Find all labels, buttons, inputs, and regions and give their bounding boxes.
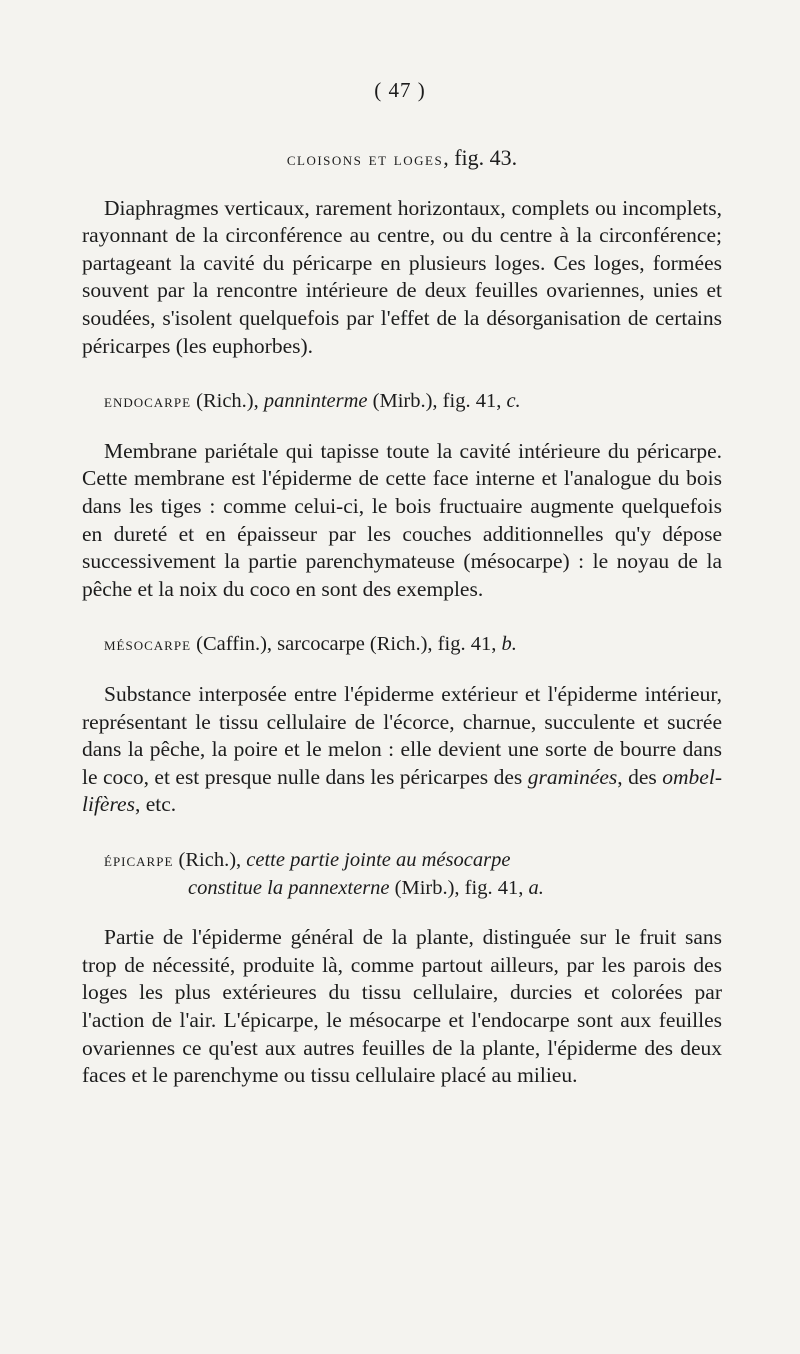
paragraph-epicarpe: Partie de l'épiderme général de la plante, distinguée sur le fruit sans trop de nécessité, produite là, comme partout ailleurs, par les parois des loges les plus extérieures du tissu cellulaire, durcies et colorées par l'action de l'air. L'épicarpe, le mésocarpe et l'endocarpe sont aux feuilles ovariennes ce qu'est aux autres feuilles de la plante, l'épiderme des deux faces et le parenchyme ou tissu cellulaire placé au milieu. — [82, 925, 722, 1088]
entry-letter: b. — [501, 633, 517, 656]
paragraph-text: , des — [617, 764, 663, 789]
paragraph-italic-ombelliferes: ombellifères — [82, 764, 722, 817]
entry-term: épicarpe — [104, 849, 174, 870]
entry-letter: a. — [528, 876, 544, 899]
entry-note-continued: constitue la pannexterne — [188, 876, 390, 899]
paragraph-cloisons: Diaphragmes verticaux, rarement horizontaux, complets ou incomplets, rayonnant de la circonférence au centre, ou du centre à la circonférence; partageant la cavité du péricarpe en plusieurs loges. Ces loges, formées souvent par la rencontre intérieure de deux feuilles ovariennes, unies et soudées, s'isolent quelquefois par l'effet de la désorganisation de certains péricarpes (les euphorbes). — [82, 195, 722, 358]
paragraph-text: Substance interposée entre l'épiderme extérieur et l'épiderme intérieur, représentant le tissu cellulaire de l'écorce, charnue, succulente et sucrée dans la pêche, la poire et le melon : elle devient une sorte de bourre dans le coco, et est presque nulle dans les péricarpes des — [82, 682, 722, 789]
heading-figure-ref: , fig. 43. — [443, 145, 518, 170]
entry-term: mésocarpe — [104, 634, 192, 655]
entry-note: cette partie jointe au mésocarpe — [246, 848, 511, 871]
entry-endocarpe — [82, 388, 722, 416]
entry-rest: (Mirb.), fig. 41, — [367, 390, 507, 413]
paragraph-endocarpe: Membrane pariétale qui tapisse toute la cavité intérieure du péricarpe. Cette membrane est l'épiderme de cette face interne et l'analogue du bois dans les tiges : comme celui-ci, le bois fructuaire augmente quelquefois en dureté et en épaisseur par les couches additionnelles qu'y dépose successivement la partie parenchymateuse (mésocarpe) : le noyau de la pêche et la noix du coco en sont des exemples. — [82, 438, 722, 601]
entry-author: (Rich.), — [191, 390, 264, 413]
entry-rest: (Caffin.), sarcocarpe (Rich.), fig. 41, — [191, 633, 502, 656]
entry-rest: (Mirb.), fig. 41, — [389, 876, 529, 899]
entry-synonym: panninterme — [263, 390, 368, 413]
section-heading — [82, 144, 722, 173]
entry-second-line — [82, 875, 722, 903]
entry-term: endocarpe — [104, 391, 192, 412]
page-number: ( 47 ) — [374, 78, 426, 102]
text-block — [82, 144, 722, 1090]
entry-epicarpe — [82, 847, 722, 902]
paragraph-mesocarpe — [82, 681, 722, 819]
paragraph-text: , etc. — [134, 792, 177, 817]
entry-author: (Rich.), — [173, 848, 247, 871]
entry-letter: c. — [506, 390, 521, 413]
heading-title: cloisons et loges — [286, 149, 444, 170]
paragraph-italic-graminees: graminées — [527, 764, 618, 789]
entry-mesocarpe — [82, 631, 722, 659]
